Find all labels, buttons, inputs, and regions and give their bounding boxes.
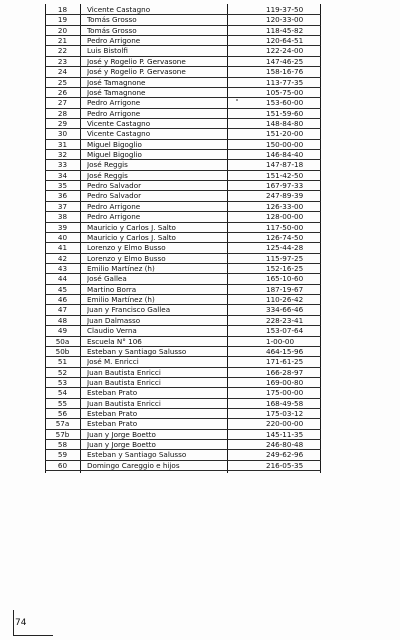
- area-value: 1-00-00: [266, 336, 295, 346]
- table-row: [45, 347, 321, 357]
- area-value: 146-84-40: [266, 150, 304, 160]
- row-number: 60: [57, 460, 68, 470]
- owner-name: Claudio Verna: [87, 326, 137, 336]
- row-number: 46: [57, 295, 68, 305]
- area-value: 145-11-35: [266, 429, 304, 439]
- owner-name: Esteban Prato: [87, 409, 138, 419]
- table-row: [45, 98, 321, 108]
- owner-name: Mauricio y Carlos J. Salto: [87, 222, 176, 232]
- owner-name: José y Rogelio P. Gervasone: [87, 56, 186, 66]
- area-value: 118-45-82: [266, 25, 304, 35]
- owner-name: Mauricio y Carlos J. Salto: [87, 232, 176, 242]
- owner-name: Juan Bautista Enricci: [87, 398, 161, 408]
- area-value: 228-23-41: [266, 315, 304, 325]
- table-row: [45, 409, 321, 419]
- owner-name: Pedro Arrigone: [87, 36, 141, 46]
- row-number: 35: [57, 181, 68, 191]
- row-number: 39: [57, 222, 68, 232]
- owner-name: Pedro Arrigone: [87, 212, 141, 222]
- area-value: 105-75-00: [266, 87, 304, 97]
- row-number: 24: [57, 67, 68, 77]
- area-value: 148-84-80: [266, 118, 304, 128]
- table-row: [45, 450, 321, 460]
- owner-name: Juan y Francisco Gallea: [87, 305, 171, 315]
- owner-name: Esteban y Santiago Salusso: [87, 346, 187, 356]
- table-row: [45, 264, 321, 274]
- area-value: 126-33-00: [266, 201, 304, 211]
- owner-name: Domingo Careggio e hijos: [87, 460, 180, 470]
- table-row: [45, 160, 321, 170]
- row-number: 34: [57, 170, 68, 180]
- table-row: [45, 181, 321, 191]
- area-value: 171-61-25: [266, 357, 304, 367]
- owner-name: Juan Bautista Enricci: [87, 377, 161, 387]
- row-number: 36: [57, 191, 68, 201]
- owner-name: Lorenzo y Elmo Busso: [87, 253, 166, 263]
- owner-name: Juan y Jorge Boetto: [87, 440, 156, 450]
- area-value: 117-50-00: [266, 222, 304, 232]
- table-row: [45, 316, 321, 326]
- row-number: 19: [57, 15, 68, 25]
- area-value: 110-26-42: [266, 295, 304, 305]
- table-row: [45, 357, 321, 367]
- area-value: 151-20-00: [266, 129, 304, 139]
- table-row: [45, 78, 321, 88]
- owner-name: Miguel Bigoglio: [87, 139, 142, 149]
- owner-name: Pedro Salvador: [87, 191, 142, 201]
- table-row: [45, 191, 321, 201]
- area-value: 165-10-60: [266, 274, 304, 284]
- table-row: [45, 430, 321, 440]
- row-number: 37: [57, 201, 68, 211]
- table-row: [45, 440, 321, 450]
- row-number: 26: [57, 87, 68, 97]
- owner-name: Escuela N° 106: [87, 336, 142, 346]
- owner-name: José Tamagnone: [87, 77, 146, 87]
- table-row: [45, 368, 321, 378]
- table-row: [45, 399, 321, 409]
- area-value: 113-77-35: [266, 77, 304, 87]
- row-number: 40: [57, 232, 68, 242]
- area-value: 153-60-00: [266, 98, 304, 108]
- area-value: 119-37-50: [266, 5, 304, 14]
- page-number: 74: [15, 618, 27, 628]
- row-number: 44: [57, 274, 68, 284]
- area-value: 125-44-28: [266, 243, 304, 253]
- table-row: [45, 254, 321, 264]
- table-row: [45, 223, 321, 233]
- table-row: [45, 461, 321, 471]
- row-number: 55: [57, 398, 68, 408]
- table-row: [45, 295, 321, 305]
- table-row: [45, 337, 321, 347]
- table-row: [45, 15, 321, 25]
- row-number: 23: [57, 56, 68, 66]
- table-row: [45, 419, 321, 429]
- area-value: 120-33-00: [266, 15, 304, 25]
- row-number: 21: [57, 36, 68, 46]
- area-value: 147-87-18: [266, 160, 304, 170]
- row-number: 59: [57, 450, 68, 460]
- table-row: [45, 150, 321, 160]
- area-value: 249-62-96: [266, 450, 304, 460]
- area-value: 187-19-67: [266, 284, 304, 294]
- table-body: [45, 5, 321, 471]
- owner-name: Lorenzo y Elmo Busso: [87, 243, 166, 253]
- table-row: [45, 67, 321, 77]
- owner-name: José Gallea: [87, 274, 127, 284]
- owner-name: Emilio Martínez (h): [87, 295, 155, 305]
- table-row: [45, 202, 321, 212]
- row-number: 22: [57, 46, 68, 56]
- area-value: 169-00-80: [266, 377, 304, 387]
- row-number: 47: [57, 305, 68, 315]
- table-row: [45, 109, 321, 119]
- owner-name: Pedro Salvador: [87, 181, 142, 191]
- table-row: [45, 388, 321, 398]
- table-row: [45, 326, 321, 336]
- owner-name: Esteban Prato: [87, 419, 138, 429]
- table-row: [45, 305, 321, 315]
- table-row: [45, 26, 321, 36]
- area-value: 122-24-00: [266, 46, 304, 56]
- owner-name: Pedro Arrigone: [87, 201, 141, 211]
- area-value: 334-66-46: [266, 305, 304, 315]
- area-value: 216-05-35: [266, 460, 304, 470]
- table-row: [45, 119, 321, 129]
- area-value: 220-00-00: [266, 419, 304, 429]
- table-row: [45, 129, 321, 139]
- owner-name: José Reggis: [87, 160, 128, 170]
- table-row: [45, 274, 321, 284]
- owner-name: Pedro Arrigone: [87, 108, 141, 118]
- owner-name: Vicente Castagno: [87, 129, 151, 139]
- table-row: [45, 140, 321, 150]
- row-number: 30: [57, 129, 68, 139]
- owner-name: Juan y Jorge Boetto: [87, 429, 156, 439]
- row-number: 52: [57, 367, 68, 377]
- row-number: 43: [57, 263, 68, 273]
- area-value: 126-74-50: [266, 232, 304, 242]
- table-row: [45, 285, 321, 295]
- row-number: 29: [57, 118, 68, 128]
- row-number: 54: [57, 388, 68, 398]
- owner-name: José M. Enricci: [87, 357, 139, 367]
- table-row: [45, 5, 321, 15]
- row-number: 38: [57, 212, 68, 222]
- owner-name: Miguel Bigoglio: [87, 150, 142, 160]
- owner-name: José Reggis: [87, 170, 128, 180]
- row-number: 49: [57, 326, 68, 336]
- owner-name: Pedro Arrigone: [87, 98, 141, 108]
- area-value: 147-46-25: [266, 56, 304, 66]
- row-number: 45: [57, 284, 68, 294]
- table-row: [45, 36, 321, 46]
- table-row: [45, 378, 321, 388]
- row-number: 31: [57, 139, 68, 149]
- area-value: 128-00-00: [266, 212, 304, 222]
- owner-name: José y Rogelio P. Gervasone: [87, 67, 186, 77]
- scan-speck: [236, 99, 238, 101]
- row-number: 56: [57, 409, 68, 419]
- table-row: [45, 171, 321, 181]
- row-number: 50a: [55, 336, 70, 346]
- area-value: 166-28-97: [266, 367, 304, 377]
- row-number: 28: [57, 108, 68, 118]
- row-number: 58: [57, 440, 68, 450]
- area-value: 246-80-48: [266, 440, 304, 450]
- area-value: 151-59-60: [266, 108, 304, 118]
- owner-name: Esteban Prato: [87, 388, 138, 398]
- row-number: 50b: [55, 346, 70, 356]
- row-number: 51: [57, 357, 68, 367]
- table-row: [45, 233, 321, 243]
- area-value: 120-64-51: [266, 36, 304, 46]
- owner-name: Vicente Castagno: [87, 5, 151, 14]
- area-value: 247-89-39: [266, 191, 304, 201]
- row-number: 25: [57, 77, 68, 87]
- row-number: 27: [57, 98, 68, 108]
- area-value: 153-07-64: [266, 326, 304, 336]
- owner-name: Emilio Martínez (h): [87, 263, 155, 273]
- owner-name: Vicente Castagno: [87, 118, 151, 128]
- owner-name: Luis Bistolfi: [87, 46, 128, 56]
- row-number: 57b: [55, 429, 70, 439]
- table-row: [45, 88, 321, 98]
- row-number: 57a: [55, 419, 70, 429]
- area-value: 152-16-25: [266, 263, 304, 273]
- table-row: [45, 46, 321, 56]
- owner-name: José Tamagnone: [87, 87, 146, 97]
- property-table: [45, 4, 321, 473]
- area-value: 168-49-58: [266, 398, 304, 408]
- area-value: 464-15-96: [266, 346, 304, 356]
- page-number-rule: [13, 610, 14, 636]
- owner-name: Esteban y Santiago Salusso: [87, 450, 187, 460]
- row-number: 48: [57, 315, 68, 325]
- area-value: 150-00-00: [266, 139, 304, 149]
- owner-name: Martino Borra: [87, 284, 137, 294]
- row-number: 41: [57, 243, 68, 253]
- table-row: [45, 212, 321, 222]
- row-number: 18: [57, 5, 68, 14]
- table-row: [45, 57, 321, 67]
- owner-name: Tomás Grosso: [87, 15, 137, 25]
- row-number: 33: [57, 160, 68, 170]
- area-value: 158-16-76: [266, 67, 304, 77]
- area-value: 175-00-00: [266, 388, 304, 398]
- area-value: 167-97-33: [266, 181, 304, 191]
- table-row: [45, 243, 321, 253]
- area-value: 115-97-25: [266, 253, 304, 263]
- page-number-baseline: [13, 635, 53, 636]
- owner-name: Juan Bautista Enricci: [87, 367, 161, 377]
- area-value: 151-42-50: [266, 170, 304, 180]
- area-value: 175-03-12: [266, 409, 304, 419]
- owner-name: Juan Dalmasso: [87, 315, 141, 325]
- row-number: 53: [57, 377, 68, 387]
- row-number: 32: [57, 150, 68, 160]
- row-number: 42: [57, 253, 68, 263]
- owner-name: Tomás Grosso: [87, 25, 137, 35]
- row-number: 20: [57, 25, 68, 35]
